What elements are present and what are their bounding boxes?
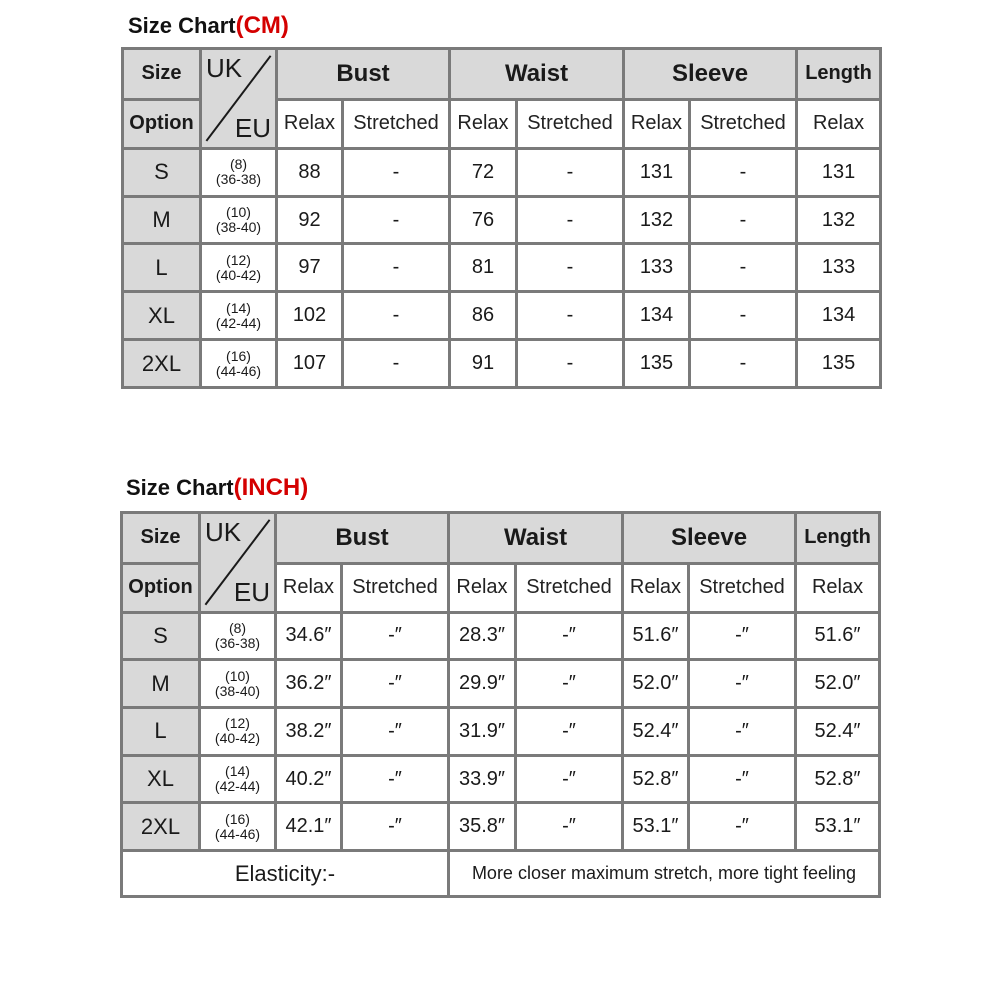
inch-title-prefix: Size Chart: [126, 475, 234, 500]
inch-sleeve-relax-header: Relax: [623, 563, 689, 612]
sleeve-relax-cell: 132: [624, 196, 690, 244]
table-row: [123, 196, 881, 244]
waist-relax-cell: 81: [450, 244, 517, 292]
waist-relax-cell: 33.9″: [449, 755, 516, 803]
waist-relax-cell: 31.9″: [449, 708, 516, 756]
cm-bust-stretched-header: Stretched: [343, 99, 450, 148]
cm-size-table: [121, 47, 882, 389]
sleeve-relax-cell: 133: [624, 244, 690, 292]
uk-value: (12): [226, 251, 251, 268]
cm-length-relax-header: Relax: [797, 99, 881, 148]
table-row: [123, 244, 881, 292]
sleeve-stretched-cell: -: [690, 340, 797, 388]
sleeve-relax-cell: 131: [624, 148, 690, 196]
eu-value: (40-42): [214, 730, 261, 747]
eu-value: (36-38): [214, 634, 261, 651]
table-row: [123, 340, 881, 388]
length-relax-cell: 134: [797, 292, 881, 340]
inch-length-relax-header: Relax: [796, 563, 880, 612]
elasticity-description: More closer maximum stretch, more tight feeling: [449, 851, 880, 897]
sleeve-stretched-cell: -: [690, 292, 797, 340]
inch-chart-title: [126, 474, 308, 502]
bust-stretched-cell: -″: [342, 755, 449, 803]
cm-title-unit: (CM): [235, 12, 289, 39]
sleeve-stretched-cell: -: [690, 148, 797, 196]
uk-value: (8): [229, 156, 248, 173]
size-cell: 2XL: [123, 340, 201, 388]
eu-value: (36-38): [215, 171, 262, 188]
inch-size-table: [120, 511, 881, 898]
inch-eu-label: EU: [233, 576, 270, 607]
waist-stretched-cell: -: [517, 292, 624, 340]
waist-stretched-cell: -″: [516, 755, 623, 803]
cm-bust-relax-header: Relax: [277, 99, 343, 148]
table-row: [122, 755, 880, 803]
table-row: [123, 148, 881, 196]
waist-relax-cell: 35.8″: [449, 803, 516, 851]
cm-waist-stretched-header: Stretched: [517, 99, 624, 148]
waist-relax-cell: 86: [450, 292, 517, 340]
uk-eu-cell: [201, 244, 277, 292]
size-cell: L: [122, 708, 200, 756]
inch-sleeve-stretched-header: Stretched: [689, 563, 796, 612]
length-relax-cell: 131: [797, 148, 881, 196]
waist-stretched-cell: -″: [516, 803, 623, 851]
length-relax-cell: 52.0″: [796, 660, 880, 708]
uk-value: (16): [226, 347, 251, 364]
inch-sleeve-header: Sleeve: [623, 513, 796, 564]
sleeve-stretched-cell: -″: [689, 612, 796, 660]
elasticity-label: Elasticity:-: [122, 851, 449, 897]
inch-header-row-1: [122, 513, 880, 564]
cm-uk-label: UK: [206, 53, 243, 83]
cm-waist-header: Waist: [450, 49, 624, 100]
waist-stretched-cell: -″: [516, 612, 623, 660]
waist-relax-cell: 76: [450, 196, 517, 244]
bust-relax-cell: 40.2″: [276, 755, 342, 803]
sleeve-relax-cell: 135: [624, 340, 690, 388]
waist-stretched-cell: -: [517, 244, 624, 292]
bust-stretched-cell: -: [343, 148, 450, 196]
waist-relax-cell: 29.9″: [449, 660, 516, 708]
table-row: [122, 803, 880, 851]
sleeve-stretched-cell: -″: [689, 708, 796, 756]
size-cell: XL: [122, 755, 200, 803]
bust-relax-cell: 97: [277, 244, 343, 292]
size-cell: M: [123, 196, 201, 244]
length-relax-cell: 52.8″: [796, 755, 880, 803]
table-row: [122, 708, 880, 756]
length-relax-cell: 132: [797, 196, 881, 244]
inch-uk-eu-header: [200, 513, 276, 613]
eu-value: (42-44): [214, 778, 261, 795]
sleeve-stretched-cell: -: [690, 244, 797, 292]
waist-stretched-cell: -: [517, 340, 624, 388]
bust-relax-cell: 38.2″: [276, 708, 342, 756]
inch-waist-header: Waist: [449, 513, 623, 564]
cm-sleeve-stretched-header: Stretched: [690, 99, 797, 148]
uk-eu-cell: [201, 292, 277, 340]
bust-stretched-cell: -″: [342, 803, 449, 851]
bust-stretched-cell: -: [343, 196, 450, 244]
uk-eu-cell: [200, 612, 276, 660]
bust-relax-cell: 42.1″: [276, 803, 342, 851]
uk-value: (14): [226, 299, 251, 316]
waist-stretched-cell: -: [517, 148, 624, 196]
length-relax-cell: 53.1″: [796, 803, 880, 851]
cm-header-row-1: [123, 49, 881, 100]
waist-relax-cell: 72: [450, 148, 517, 196]
uk-value: (8): [228, 619, 247, 636]
cm-chart-title: [128, 12, 289, 40]
uk-value: (12): [225, 715, 250, 732]
waist-stretched-cell: -″: [516, 660, 623, 708]
size-cell: M: [122, 660, 200, 708]
inch-bust-relax-header: Relax: [276, 563, 342, 612]
table-row: [123, 292, 881, 340]
waist-stretched-cell: -″: [516, 708, 623, 756]
size-cell: S: [122, 612, 200, 660]
bust-stretched-cell: -″: [342, 612, 449, 660]
sleeve-relax-cell: 134: [624, 292, 690, 340]
sleeve-relax-cell: 52.0″: [623, 660, 689, 708]
cm-size-header-bottom: Option: [123, 99, 201, 148]
uk-value: (16): [225, 810, 250, 827]
table-row: [122, 660, 880, 708]
size-cell: L: [123, 244, 201, 292]
inch-size-header-bottom: Option: [122, 563, 200, 612]
bust-stretched-cell: -: [343, 292, 450, 340]
sleeve-relax-cell: 53.1″: [623, 803, 689, 851]
uk-eu-cell: [201, 148, 277, 196]
inch-waist-stretched-header: Stretched: [516, 563, 623, 612]
sleeve-relax-cell: 51.6″: [623, 612, 689, 660]
sleeve-stretched-cell: -″: [689, 803, 796, 851]
size-cell: 2XL: [122, 803, 200, 851]
uk-value: (10): [226, 204, 251, 221]
bust-relax-cell: 102: [277, 292, 343, 340]
sleeve-stretched-cell: -″: [689, 755, 796, 803]
cm-eu-label: EU: [234, 112, 271, 143]
size-cell: S: [123, 148, 201, 196]
cm-length-header: Length: [797, 49, 881, 100]
inch-waist-relax-header: Relax: [449, 563, 516, 612]
bust-relax-cell: 92: [277, 196, 343, 244]
uk-value: (10): [225, 667, 250, 684]
inch-title-unit: (INCH): [233, 474, 309, 501]
bust-stretched-cell: -: [343, 244, 450, 292]
bust-relax-cell: 36.2″: [276, 660, 342, 708]
elasticity-row: [122, 851, 880, 897]
uk-eu-cell: [200, 803, 276, 851]
bust-relax-cell: 88: [277, 148, 343, 196]
uk-eu-cell: [200, 660, 276, 708]
uk-eu-cell: [200, 755, 276, 803]
cm-bust-header: Bust: [277, 49, 450, 100]
eu-value: (44-46): [214, 825, 261, 842]
waist-stretched-cell: -: [517, 196, 624, 244]
cm-waist-relax-header: Relax: [450, 99, 517, 148]
inch-uk-label: UK: [205, 517, 242, 547]
sleeve-relax-cell: 52.8″: [623, 755, 689, 803]
uk-eu-cell: [201, 196, 277, 244]
table-row: [122, 612, 880, 660]
eu-value: (42-44): [215, 314, 262, 331]
cm-sleeve-header: Sleeve: [624, 49, 797, 100]
bust-stretched-cell: -″: [342, 708, 449, 756]
length-relax-cell: 51.6″: [796, 612, 880, 660]
eu-value: (38-40): [215, 219, 262, 236]
inch-bust-header: Bust: [276, 513, 449, 564]
bust-stretched-cell: -″: [342, 660, 449, 708]
inch-length-header: Length: [796, 513, 880, 564]
length-relax-cell: 52.4″: [796, 708, 880, 756]
cm-sleeve-relax-header: Relax: [624, 99, 690, 148]
cm-title-prefix: Size Chart: [128, 13, 236, 38]
bust-stretched-cell: -: [343, 340, 450, 388]
eu-value: (38-40): [214, 682, 261, 699]
cm-uk-eu-header: [201, 49, 277, 149]
inch-bust-stretched-header: Stretched: [342, 563, 449, 612]
cm-size-header-top: Size: [123, 49, 201, 100]
waist-relax-cell: 91: [450, 340, 517, 388]
inch-size-header-top: Size: [122, 513, 200, 564]
length-relax-cell: 135: [797, 340, 881, 388]
size-cell: XL: [123, 292, 201, 340]
eu-value: (40-42): [215, 266, 262, 283]
uk-eu-cell: [201, 340, 277, 388]
bust-relax-cell: 107: [277, 340, 343, 388]
uk-eu-cell: [200, 708, 276, 756]
uk-value: (14): [225, 763, 250, 780]
eu-value: (44-46): [215, 362, 262, 379]
sleeve-stretched-cell: -″: [689, 660, 796, 708]
waist-relax-cell: 28.3″: [449, 612, 516, 660]
sleeve-stretched-cell: -: [690, 196, 797, 244]
bust-relax-cell: 34.6″: [276, 612, 342, 660]
sleeve-relax-cell: 52.4″: [623, 708, 689, 756]
length-relax-cell: 133: [797, 244, 881, 292]
